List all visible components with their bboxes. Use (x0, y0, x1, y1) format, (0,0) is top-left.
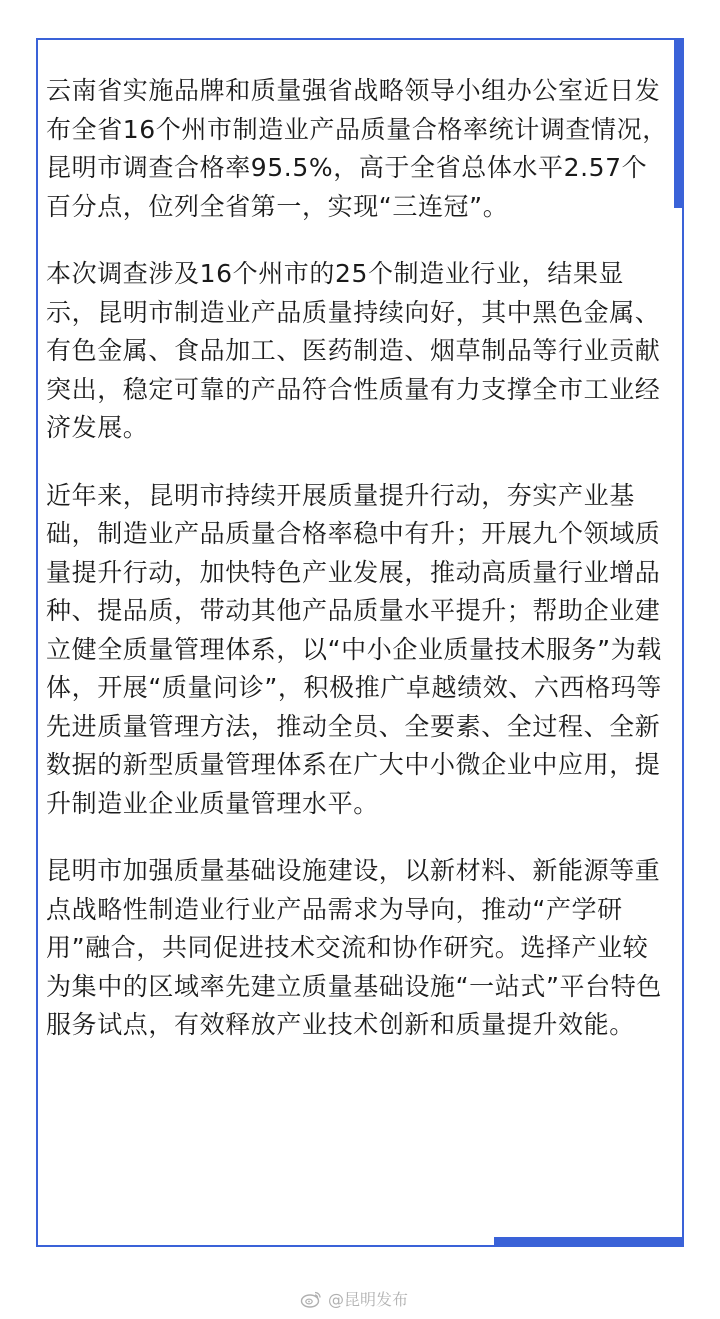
article-body (46, 72, 672, 1045)
paragraph: 本次调查涉及16个州市的25个制造业行业，结果显示，昆明市制造业产品质量持续向好，其中黑色金属、有色金属、食品加工、医药制造、烟草制品等行业贡献突出，稳定可靠的产品符合性质量有力支撑全市工业经济发展。 (46, 259, 661, 442)
paragraph: 云南省实施品牌和质量强省战略领导小组办公室近日发布全省16个州市制造业产品质量合格率统计调查情况，昆明市调查合格率95.5%，高于全省总体水平2.57个百分点，位列全省第一，实现“三连冠”。 (46, 76, 668, 221)
paragraph: 近年来，昆明市持续开展质量提升行动，夯实产业基础，制造业产品质量合格率稳中有升；开展九个领域质量提升行动，加快特色产业发展，推动高质量行业增品种、提品质，带动其他产品质量水平提升；帮助企业建立健全质量管理体系，以“中小企业质量技术服务”为载体，开展“质量问诊”，积极推广卓越绩效、六西格玛等先进质量管理方法，推动全员、全要素、全过程、全新数据的新型质量管理体系在广大中小微企业中应用，提升制造业企业质量管理水平。 (46, 480, 662, 818)
frame-accent-top-right (674, 38, 684, 208)
weibo-icon (300, 1290, 322, 1308)
frame-accent-bottom-right (494, 1237, 684, 1247)
article-frame (36, 38, 684, 1247)
watermark (300, 1287, 408, 1310)
watermark-text: @昆明发布 (328, 1290, 409, 1309)
paragraph: 昆明市加强质量基础设施建设，以新材料、新能源等重点战略性制造业行业产品需求为导向，推动“产学研用”融合，共同促进技术交流和协作研究。选择产业较为集中的区域率先建立质量基础设施“一站式”平台特色服务试点，有效释放产业技术创新和质量提升效能。 (46, 856, 662, 1039)
